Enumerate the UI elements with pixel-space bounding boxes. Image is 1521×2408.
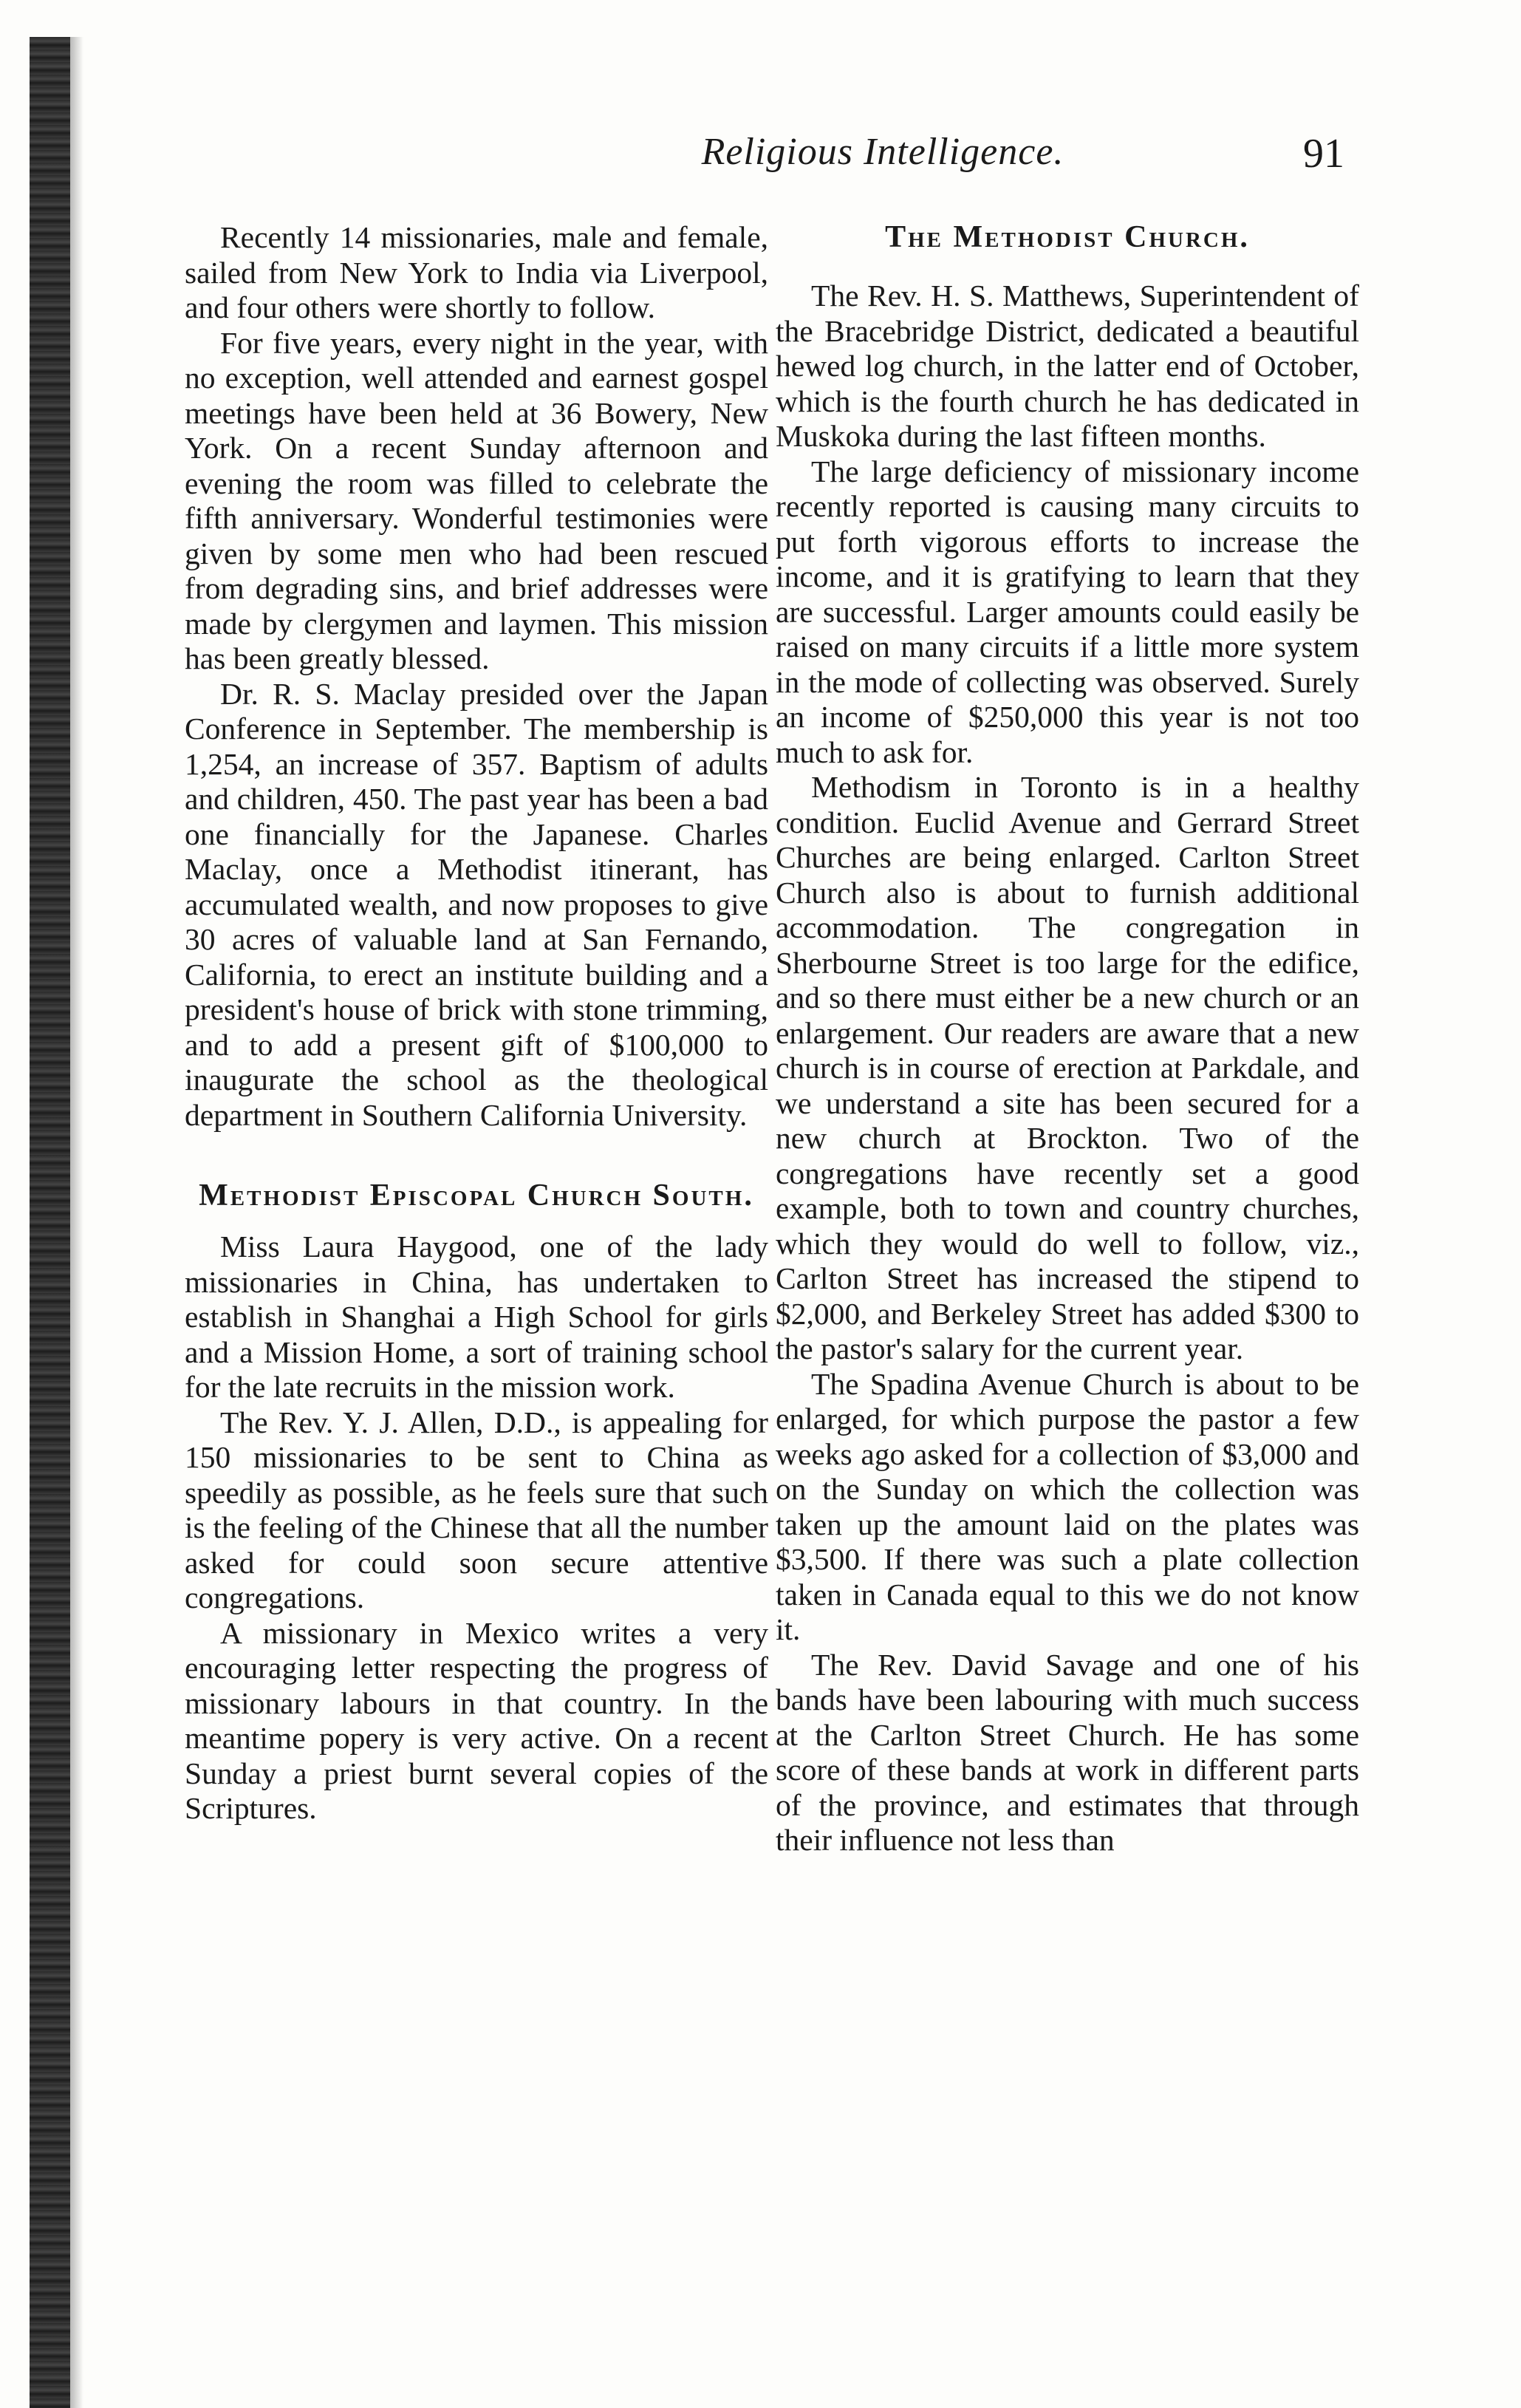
paragraph: For five years, every night in the year, with no exception, well attended and earnest gospel meetings have been held at 36 Bowery, New York. On a recent Sunday afternoon and evening the room was filled to celebrate the fifth anniversary. Wonderful testimonies were given by some men who had been rescued from degrading sins, and brief addresses were made by clergymen and laymen. This mission has been greatly blessed. <box>185 325 768 675</box>
page-number: 91 <box>1303 131 1344 177</box>
paragraph: The Rev. Y. J. Allen, D.D., is appealing for 150 missionaries to be sent to China as speedily as possible, as he feels sure that such is the feeling of the Chinese that all the number asked for could soon secure attentive congregations. <box>185 1405 768 1614</box>
paragraph: A missionary in Mexico writes a very encouraging letter respecting the progress of missionary labours in that country. In the meantime popery is very active. On a recent Sunday a priest burnt several copies of the Scriptures. <box>185 1615 768 1825</box>
section-heading: The Methodist Church. <box>885 220 1250 254</box>
paragraph: Methodism in Toronto is in a healthy condition. Euclid Avenue and Gerrard Street Churches are being enlarged. Carlton Street Church also is about to furnish additional accommodation. The congregation in Sherbourne Street is too large for the edifice, and so there must either be a new church or an enlargement. Our readers are aware that a new church is in course of erection at Parkdale, and we understand a site has been secured for a new church at Brockton. Two of the congregations have recently set a good example, both to town and country churches, which they would do well to follow, viz., Carlton Street has increased the stipend to $2,000, and Berkeley Street has added $300 to the pastor's salary for the current year. <box>776 770 1359 1365</box>
paragraph: The Spadina Avenue Church is about to be enlarged, for which purpose the pastor a few weeks ago asked for a collection of $3,000 and on the Sunday on which the collection was taken up the amount laid on the plates was $3,500. If there was such a plate collection taken in Canada equal to this we do not know it. <box>776 1366 1359 1646</box>
paragraph: Dr. R. S. Maclay presided over the Japan Conference in September. The membership is 1,254, an increase of 357. Baptism of adults and children, 450. The past year has been a bad one financially for the Japanese. Charles Maclay, once a Methodist itinerant, has accumulated wealth, and now proposes to give 30 acres of valuable land at San Fernando, California, to erect an institute building and a president's house of brick with stone trimming, and to add a present gift of $100,000 to inaugurate the school as the theological department in Southern California University. <box>185 676 768 1132</box>
paragraph: The Rev. David Savage and one of his bands have been labouring with much success at the Carlton Street Church. He has some score of these bands at work in different parts of the province, and estimates that through their influence not less than <box>776 1647 1359 1857</box>
right-column <box>776 220 1359 2289</box>
paragraph: Recently 14 missionaries, male and female, sailed from New York to India via Liverpool, and four others were shortly to follow. <box>185 220 768 324</box>
running-title: Religious Intelligence. <box>701 131 1064 173</box>
section-heading: Methodist Episcopal Church South. <box>199 1179 754 1212</box>
paragraph: Miss Laura Haygood, one of the lady missionaries in China, has undertaken to establish in Shanghai a High School for girls and a Mission Home, a sort of training school for the late recruits in the mission work. <box>185 1229 768 1404</box>
paragraph: The large deficiency of missionary income recently reported is causing many circuits to put forth vigorous efforts to increase the income, and it is gratifying to learn that they are successful. Larger amounts could easily be raised on many circuits if a little more system in the mode of collecting was observed. Surely an income of $250,000 this year is not too much to ask for. <box>776 454 1359 769</box>
page-binding-edge <box>30 37 70 2408</box>
running-head <box>177 130 1344 197</box>
paragraph: The Rev. H. S. Matthews, Superintendent of the Bracebridge District, dedicated a beautiful hewed log church, in the latter end of October, which is the fourth church he has dedicated in Muskoka during the last fifteen months. <box>776 279 1359 453</box>
left-column <box>185 220 768 2289</box>
